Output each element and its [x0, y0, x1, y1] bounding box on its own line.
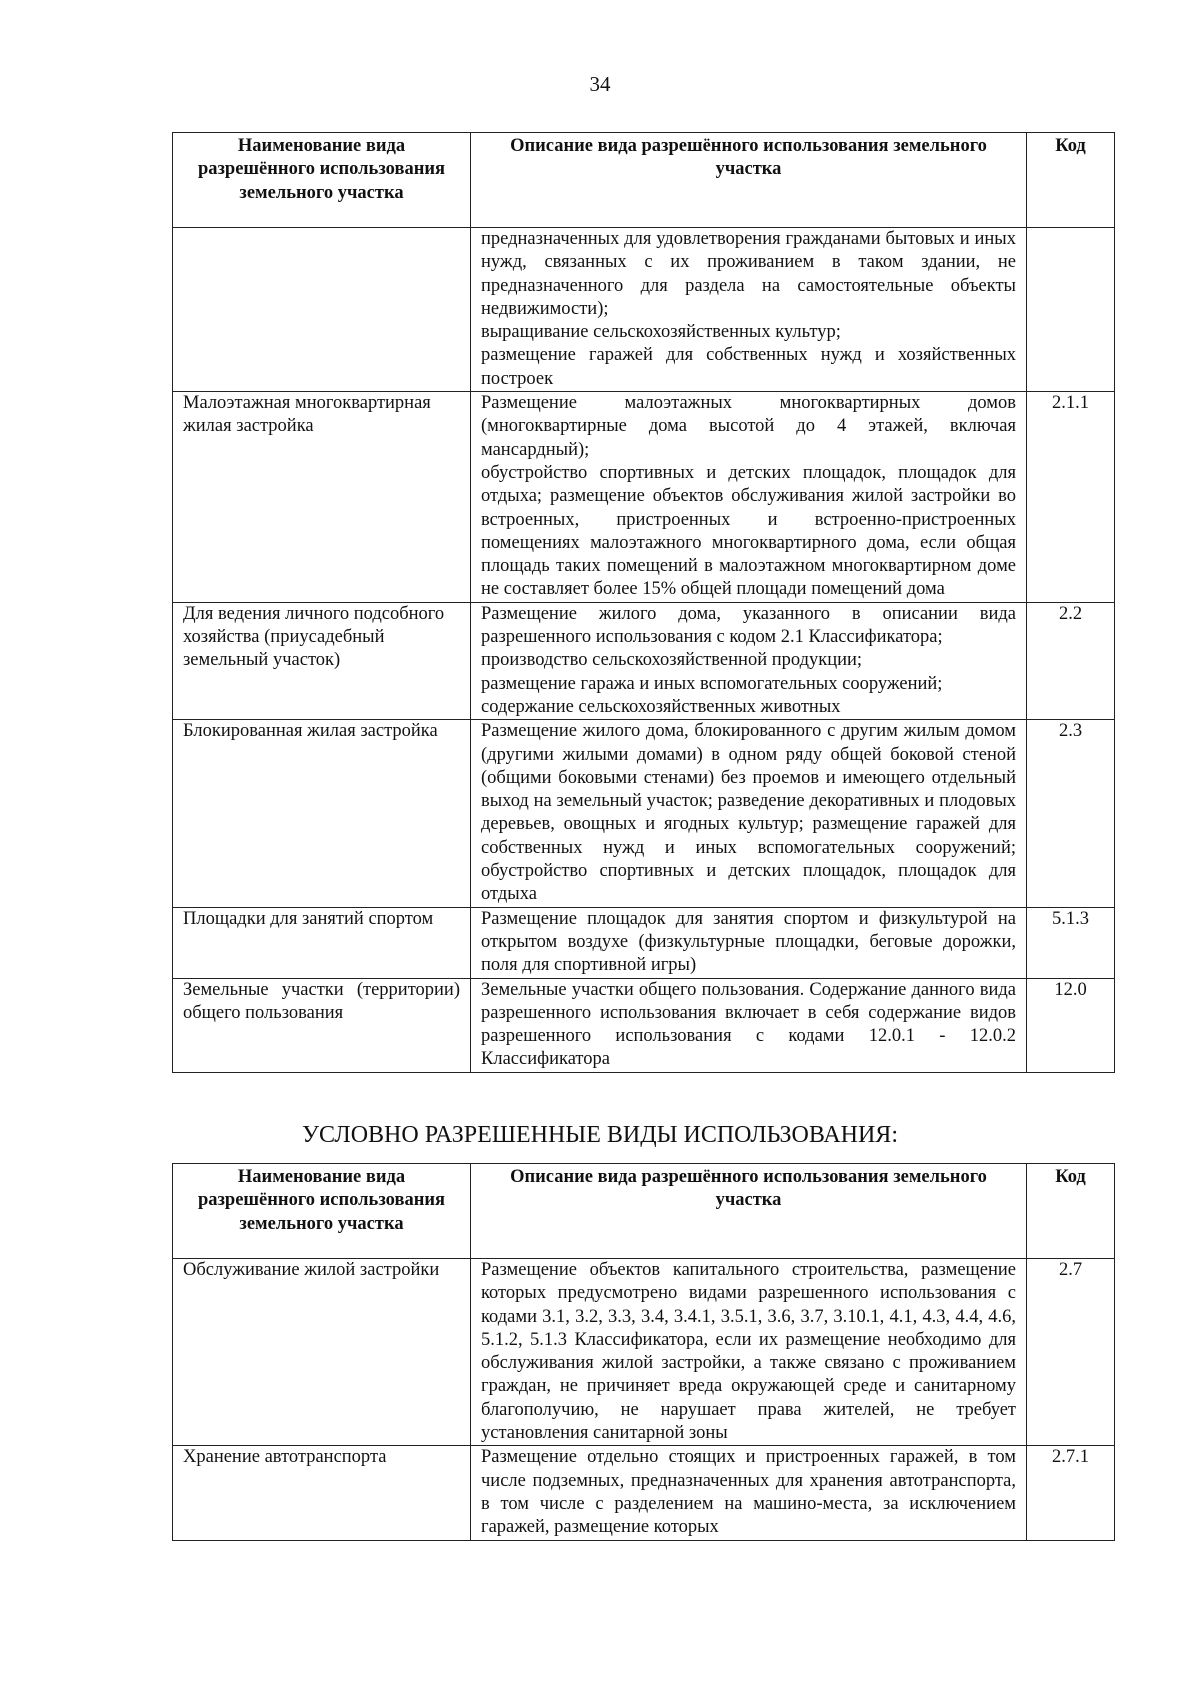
use-description-cell — [471, 228, 1027, 392]
description-paragraph: выращивание сельскохозяйственных культур; — [481, 322, 841, 343]
description-paragraph: обустройство спортивных и детских площадок, площадок для отдыха; размещение объектов обслуживания жилой застройки во встроенных, пристроенных и встроенно-пристроенных помещениях малоэтажного многоквартирного дома, если общая площадь таких помещений в малоэтажном многоквартирном доме не составляет более 15% общей площади помещений дома — [481, 462, 1016, 600]
table-row — [173, 1259, 1115, 1446]
table-row — [173, 720, 1115, 907]
table-header-row — [173, 1164, 1115, 1259]
table-row — [173, 1446, 1115, 1540]
header-code: Код — [1027, 1164, 1115, 1259]
header-description: Описание вида разрешённого использования земельного участка — [471, 133, 1027, 228]
use-name-cell: Малоэтажная многоквартирная жилая застройка — [173, 392, 471, 603]
section-title: УСЛОВНО РАЗРЕШЕННЫЕ ВИДЫ ИСПОЛЬЗОВАНИЯ: — [302, 1122, 898, 1148]
use-code-cell: 2.1.1 — [1027, 392, 1115, 603]
description-paragraph: Размещение отдельно стоящих и пристроенных гаражей, в том числе подземных, предназначенных для хранения автотранспорта, в том числе с разделением на машино-места, за исключением гаражей, размещение которых — [481, 1447, 1016, 1538]
use-code-cell: 2.3 — [1027, 720, 1115, 907]
use-code-cell: 2.7.1 — [1027, 1446, 1115, 1540]
use-code-cell: 5.1.3 — [1027, 907, 1115, 978]
table-body — [173, 228, 1115, 1073]
description-paragraph: содержание сельскохозяйственных животных — [481, 696, 841, 717]
use-code-cell: 2.2 — [1027, 602, 1115, 719]
table-row — [173, 978, 1115, 1072]
table-row — [173, 392, 1115, 603]
description-paragraph: Размещение площадок для занятия спортом и физкультурой на открытом воздухе (физкультурные площадки, беговые дорожки, поля для спортивной игры) — [481, 908, 1016, 976]
use-name-cell: Земельные участки (территории) общего пользования — [173, 978, 471, 1072]
conditional-use-table — [172, 1163, 1115, 1541]
use-name-cell: Блокированная жилая застройка — [173, 720, 471, 907]
use-name-cell: Площадки для занятий спортом — [173, 907, 471, 978]
description-paragraph: размещение гаража и иных вспомогательных сооружений; — [481, 673, 943, 694]
header-name: Наименование вида разрешённого использования земельного участка — [173, 1164, 471, 1259]
use-name-cell — [173, 228, 471, 392]
use-description-cell — [471, 1446, 1027, 1540]
use-description-cell — [471, 602, 1027, 719]
description-paragraph: размещение гаражей для собственных нужд и хозяйственных построек — [481, 345, 1016, 389]
description-paragraph: Размещение малоэтажных многоквартирных домов (многоквартирные дома высотой до 4 этажей, включая мансардный); — [481, 393, 1016, 460]
use-description-cell — [471, 907, 1027, 978]
description-paragraph: предназначенных для удовлетворения гражданами бытовых и иных нужд, связанных с их проживанием в таком здании, не предназначенного для раздела на самостоятельные объекты недвижимости); — [481, 229, 1016, 319]
description-paragraph: производство сельскохозяйственной продукции; — [481, 650, 863, 671]
header-code: Код — [1027, 133, 1115, 228]
use-code-cell: 12.0 — [1027, 978, 1115, 1072]
use-name-cell: Для ведения личного подсобного хозяйства (приусадебный земельный участок) — [173, 602, 471, 719]
description-paragraph: Размещение жилого дома, блокированного с другим жилым домом (другими жилыми домами) в одном ряду общей боковой стеной (общими боковыми стенами) без проемов и имеющего отдельный выход на земельный участок; разведение декоративных и плодовых деревьев, овощных и ягодных культур; размещение гаражей для собственных нужд и иных вспомогательных сооружений; обустройство спортивных и детских площадок, площадок для отдыха — [481, 721, 1016, 905]
header-description: Описание вида разрешённого использования земельного участка — [471, 1164, 1027, 1259]
table-header-row — [173, 133, 1115, 228]
use-description-cell — [471, 720, 1027, 907]
use-name-cell: Хранение автотранспорта — [173, 1446, 471, 1540]
description-paragraph: Размещение жилого дома, указанного в описании вида разрешенного использования с кодом 2.1 Классификатора; — [481, 603, 1016, 648]
description-paragraph: Размещение объектов капитального строительства, размещение которых предусмотрено видами разрешенного использования с кодами 3.1, 3.2, 3.3, 3.4, 3.4.1, 3.5.1, 3.6, 3.7, 3.10.1, 4.1, 4.3, 4.4, 4.6, 5.1.2, 5.1.3 Классификатора, если их размещение необходимо для обслуживания жилой застройки, а также связано с проживанием граждан, не причиняет вреда окружающей среде и санитарному благополучию, не нарушает права жителей, не требует установления санитарной зоны — [481, 1260, 1016, 1444]
description-paragraph: Земельные участки общего пользования. Содержание данного вида разрешенного использования включает в себя содержание видов разрешенного использования с кодами 12.0.1 - 12.0.2 Классификатора — [481, 979, 1016, 1070]
use-code-cell — [1027, 228, 1115, 392]
permitted-use-table — [172, 132, 1115, 1073]
use-description-cell — [471, 392, 1027, 603]
use-code-cell: 2.7 — [1027, 1259, 1115, 1446]
table-body — [173, 1259, 1115, 1541]
table-row — [173, 602, 1115, 719]
use-name-cell: Обслуживание жилой застройки — [173, 1259, 471, 1446]
table-row — [173, 228, 1115, 392]
table-row — [173, 907, 1115, 978]
page-number: 34 — [589, 72, 611, 96]
header-name: Наименование вида разрешённого использования земельного участка — [173, 133, 471, 228]
use-description-cell — [471, 978, 1027, 1072]
use-description-cell — [471, 1259, 1027, 1446]
